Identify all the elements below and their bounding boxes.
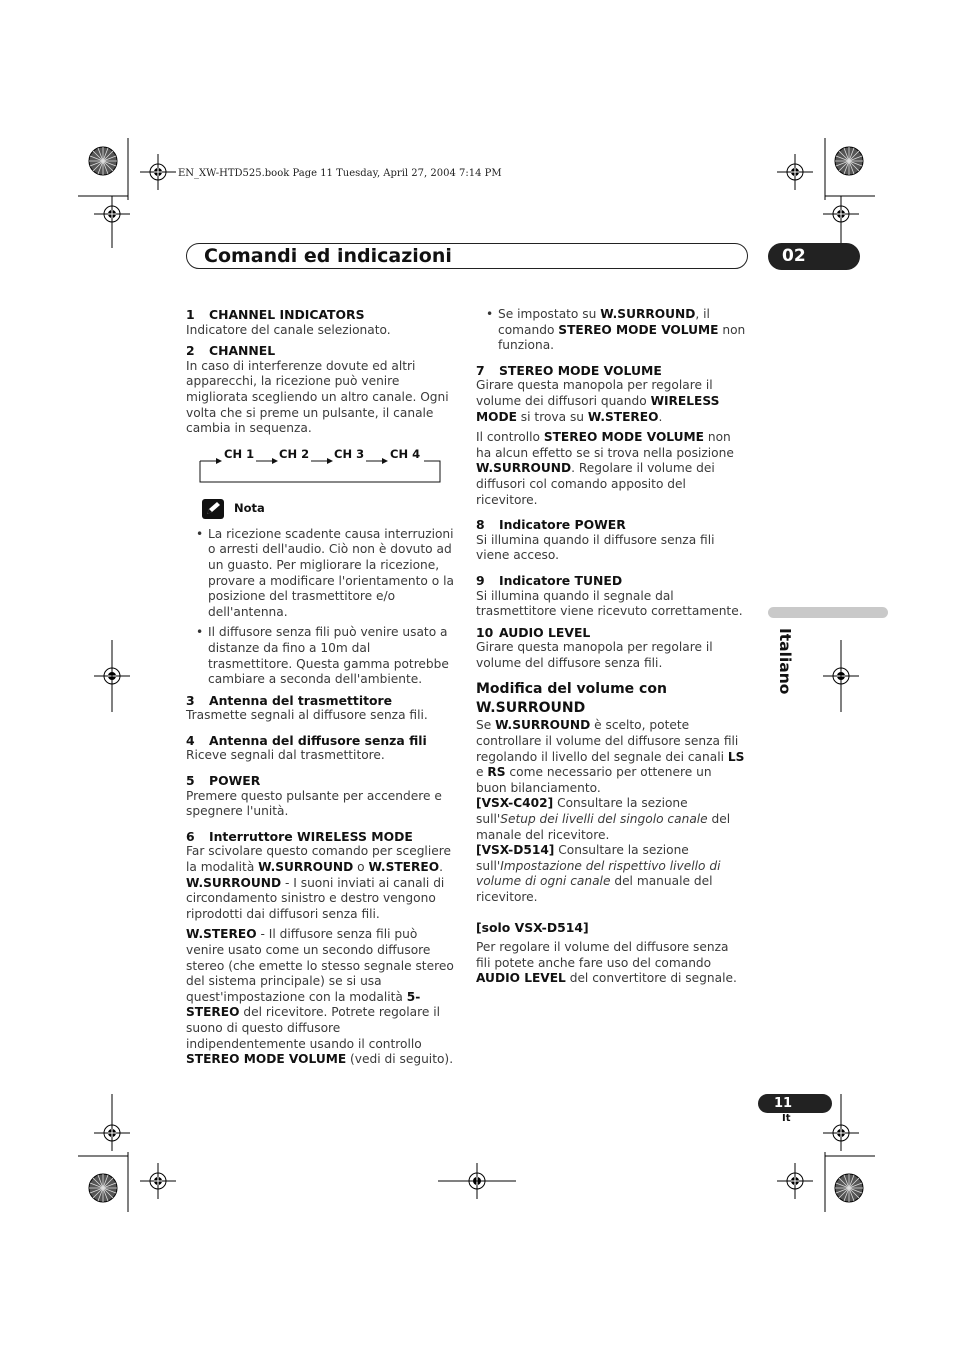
item-6-text-2: W.SURROUND - I suoni inviati ai canali di circondamento sinistro e destro vengono riprodotti dai diffusori senza fili.: [186, 875, 445, 921]
solo-vsx-d514-heading: [solo VSX-D514]: [476, 919, 589, 935]
channel-sequence-diagram: [186, 447, 458, 493]
pencil-note-icon: [202, 499, 224, 519]
crop-mark-top-left: [78, 138, 176, 248]
language-tab: [772, 628, 802, 700]
subsection-text-audio-level: Per regolare il volume del diffusore senza fili potete anche fare uso del comando AUDIO LEVEL del convertitore di segnale.: [476, 940, 737, 986]
crop-mark-mid-right: [823, 640, 859, 712]
item-10-heading: 10 AUDIO LEVEL: [476, 624, 591, 640]
note-bullet-2: • Il diffusore senza fili può venire usato a distanze da fino a 10m dal trasmettitore. Questa gamma potrebbe cambiare a seconda dell'ambiente.: [186, 625, 458, 687]
item-4-text: Riceve segnali dal trasmettitore.: [186, 748, 385, 763]
item-1-text: Indicatore del canale selezionato.: [186, 322, 391, 337]
subsection-text-vsx-c402: [VSX-C402] Consultare la sezione sull'Setup dei livelli del singolo canale del manale del ricevitore.: [476, 796, 731, 842]
item-5-text: Premere questo pulsante per accendere e spegnere l'unità.: [186, 788, 442, 819]
crop-mark-bottom-center: [438, 1163, 516, 1199]
item-10-text: Girare questa manopola per regolare il volume del diffusore senza fili.: [476, 640, 713, 670]
item-9-heading: 9 Indicatore TUNED: [476, 572, 623, 588]
item-7-heading: 7 STEREO MODE VOLUME: [476, 362, 662, 378]
chapter-number: 02: [768, 243, 860, 270]
crop-mark-bottom-left: [78, 1094, 176, 1212]
item-6-text-3: W.STEREO - Il diffusore senza fili può venire usato come un secondo diffusore stereo (che emette lo stesso segnale stereo del sistema principale) se si usa quest'impostazione con la modalità 5-STEREO del ricevitore. Potrete regolare il suono di questo diffusore indipendentemente usando il controllo STEREO MODE VOLUME (vedi di seguito).: [186, 927, 454, 1067]
subsection-text-1: Se W.SURROUND è scelto, potete controllare il volume del diffusore senza fili regolando il livello del segnale dei canali LS e RS come necessario per ottenere un buon bilanciamento.: [476, 718, 745, 795]
item-7-text-2: Il controllo STEREO MODE VOLUME non ha alcun effetto se si trova nella posizione W.SURROUND. Regolare il volume dei diffusori col comando apposito del ricevitore.: [476, 430, 734, 507]
item-4-heading: 4 Antenna del diffusore senza fili: [186, 732, 427, 748]
item-8-heading: 8 Indicatore POWER: [476, 517, 626, 533]
crop-mark-top-right: [777, 138, 875, 248]
language-tab-label: Italiano: [776, 628, 794, 695]
subsection-text-vsx-d514: [VSX-D514] Consultare la sezione sull'Impostazione del rispettivo livello di volume di ogni canale del manuale del ricevitore.: [476, 843, 721, 904]
item-9-text: Si illumina quando il segnale dal trasmettitore viene ricevuto correttamente.: [476, 588, 743, 619]
item-7-text-1: Girare questa manopola per regolare il volume dei diffusori quando WIRELESS MODE si trova su W.STEREO.: [476, 378, 720, 424]
channel-label-1: CH 1: [224, 446, 255, 461]
item-8-text: Si illumina quando il diffusore senza fili viene acceso.: [476, 532, 715, 563]
item-5-heading: 5 POWER: [186, 773, 261, 789]
item-6-heading: 6 Interruttore WIRELESS MODE: [186, 828, 413, 844]
page-language-code: It: [782, 1113, 791, 1124]
crop-mark-mid-left: [94, 640, 130, 712]
print-info-line: EN_XW-HTD525.book Page 11 Tuesday, April 27, 2004 7:14 PM: [178, 168, 502, 179]
subsection-title: Modifica del volume con W.SURROUND: [476, 681, 667, 717]
left-column: [186, 307, 458, 1068]
page-number: 11: [758, 1094, 832, 1113]
stereo-mode-bullet: • Se impostato su W.SURROUND, il comando STEREO MODE VOLUME non funziona.: [476, 307, 746, 354]
item-2-heading: 2 CHANNEL: [186, 343, 276, 359]
section-title: Comandi ed indicazioni: [204, 245, 452, 267]
item-1-heading: 1 CHANNEL INDICATORS: [186, 307, 365, 322]
note-bullet-1: • La ricezione scadente causa interruzioni o arresti dell'audio. Ciò non è dovuto ad un guasto. Per migliorare la ricezione, provare a modificare l'orientamento o la posizione del trasmettitore e/o dell'antenna.: [186, 527, 458, 621]
note-label: Nota: [234, 500, 265, 515]
channel-label-4: CH 4: [390, 446, 421, 461]
language-tab-bar: [768, 607, 888, 618]
item-6-text-1: Far scivolare questo comando per scegliere la modalità W.SURROUND o W.STEREO.: [186, 844, 451, 875]
right-column: [476, 307, 746, 987]
channel-label-3: CH 3: [334, 446, 365, 461]
channel-label-2: CH 2: [279, 446, 310, 461]
item-3-text: Trasmette segnali al diffusore senza fili.: [186, 708, 428, 723]
item-3-heading: 3 Antenna del trasmettitore: [186, 692, 393, 708]
note-header: [202, 499, 458, 519]
item-2-text: In caso di interferenze dovute ed altri apparecchi, la ricezione può venire migliorata scegliendo un altro canale. Ogni volta che si preme un pulsante, il canale cambia in sequenza.: [186, 358, 449, 436]
